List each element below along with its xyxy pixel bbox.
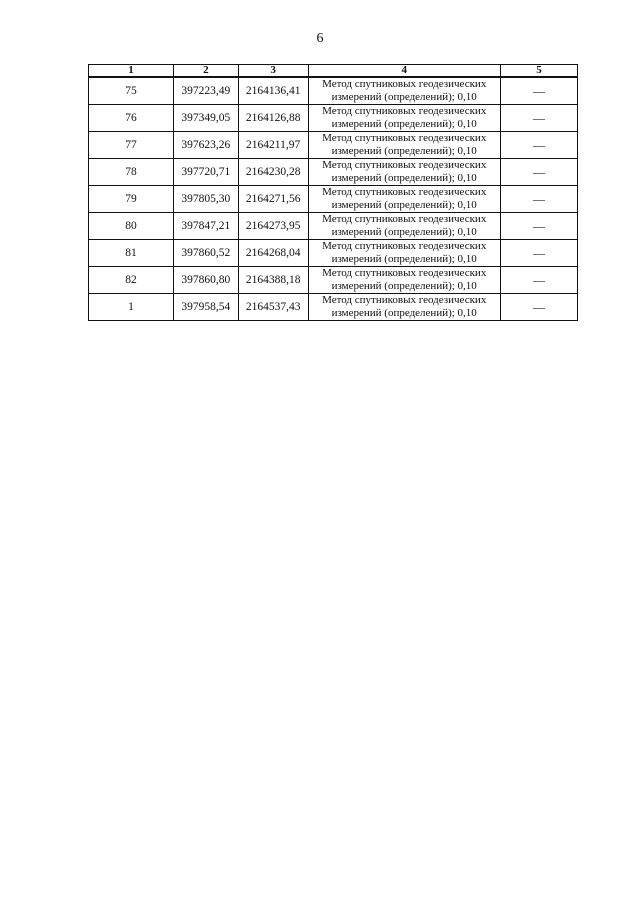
point-number-cell: 79 [89, 186, 174, 213]
x-coordinate-cell: 397349,05 [173, 105, 238, 132]
table-row [89, 159, 578, 186]
table-row [89, 77, 578, 105]
method-text-line: измерений (определений); 0,10 [331, 226, 477, 238]
table-row [89, 240, 578, 267]
column-header: 5 [500, 65, 577, 78]
y-coordinate-cell: 2164268,04 [238, 240, 308, 267]
method-text-line: Метод спутниковых геодезических [322, 159, 487, 171]
method-text-line: Метод спутниковых геодезических [322, 213, 487, 225]
y-coordinate-cell: 2164271,56 [238, 186, 308, 213]
accuracy-cell: — [500, 294, 577, 321]
accuracy-cell: — [500, 105, 577, 132]
table-row [89, 105, 578, 132]
method-text-line: Метод спутниковых геодезических [322, 105, 487, 117]
x-coordinate-cell: 397623,26 [173, 132, 238, 159]
method-text-line: измерений (определений); 0,10 [331, 253, 477, 265]
point-number-cell: 76 [89, 105, 174, 132]
accuracy-cell: — [500, 77, 577, 105]
column-header: 2 [173, 65, 238, 78]
y-coordinate-cell: 2164211,97 [238, 132, 308, 159]
x-coordinate-cell: 397805,30 [173, 186, 238, 213]
x-coordinate-cell: 397720,71 [173, 159, 238, 186]
accuracy-cell: — [500, 186, 577, 213]
column-header: 4 [308, 65, 500, 78]
method-text-line: Метод спутниковых геодезических [322, 240, 487, 252]
y-coordinate-cell: 2164273,95 [238, 213, 308, 240]
method-text-line: измерений (определений); 0,10 [331, 172, 477, 184]
x-coordinate-cell: 397860,80 [173, 267, 238, 294]
table-row [89, 186, 578, 213]
page-number: 6 [316, 31, 324, 46]
y-coordinate-cell: 2164136,41 [238, 77, 308, 105]
point-number-cell: 82 [89, 267, 174, 294]
x-coordinate-cell: 397958,54 [173, 294, 238, 321]
column-header: 1 [89, 65, 174, 78]
y-coordinate-cell: 2164230,28 [238, 159, 308, 186]
method-text-line: Метод спутниковых геодезических [322, 267, 487, 279]
x-coordinate-cell: 397847,21 [173, 213, 238, 240]
accuracy-cell: — [500, 132, 577, 159]
point-number-cell: 77 [89, 132, 174, 159]
method-text-line: измерений (определений); 0,10 [331, 91, 477, 103]
method-cell [308, 240, 500, 267]
method-text-line: Метод спутниковых геодезических [322, 78, 487, 90]
method-cell [308, 105, 500, 132]
accuracy-cell: — [500, 159, 577, 186]
method-cell [308, 132, 500, 159]
x-coordinate-cell: 397223,49 [173, 77, 238, 105]
point-number-cell: 1 [89, 294, 174, 321]
point-number-cell: 78 [89, 159, 174, 186]
point-number-cell: 80 [89, 213, 174, 240]
method-text-line: измерений (определений); 0,10 [331, 307, 477, 319]
method-text-line: измерений (определений); 0,10 [331, 118, 477, 130]
method-text-line: Метод спутниковых геодезических [322, 294, 487, 306]
method-text-line: Метод спутниковых геодезических [322, 132, 487, 144]
accuracy-cell: — [500, 213, 577, 240]
column-header: 3 [238, 65, 308, 78]
y-coordinate-cell: 2164388,18 [238, 267, 308, 294]
method-text-line: измерений (определений); 0,10 [331, 280, 477, 292]
table-row [89, 213, 578, 240]
point-number-cell: 75 [89, 77, 174, 105]
method-text-line: Метод спутниковых геодезических [322, 186, 487, 198]
point-number-cell: 81 [89, 240, 174, 267]
method-text-line: измерений (определений); 0,10 [331, 145, 477, 157]
accuracy-cell: — [500, 267, 577, 294]
method-cell [308, 186, 500, 213]
table-row [89, 132, 578, 159]
method-cell [308, 213, 500, 240]
method-cell [308, 159, 500, 186]
method-text-line: измерений (определений); 0,10 [331, 199, 477, 211]
method-cell [308, 267, 500, 294]
table-row [89, 294, 578, 321]
y-coordinate-cell: 2164537,43 [238, 294, 308, 321]
accuracy-cell: — [500, 240, 577, 267]
y-coordinate-cell: 2164126,88 [238, 105, 308, 132]
coordinates-table [88, 64, 578, 321]
x-coordinate-cell: 397860,52 [173, 240, 238, 267]
table-header-row [89, 65, 578, 78]
table-row [89, 267, 578, 294]
method-cell [308, 294, 500, 321]
method-cell [308, 77, 500, 105]
